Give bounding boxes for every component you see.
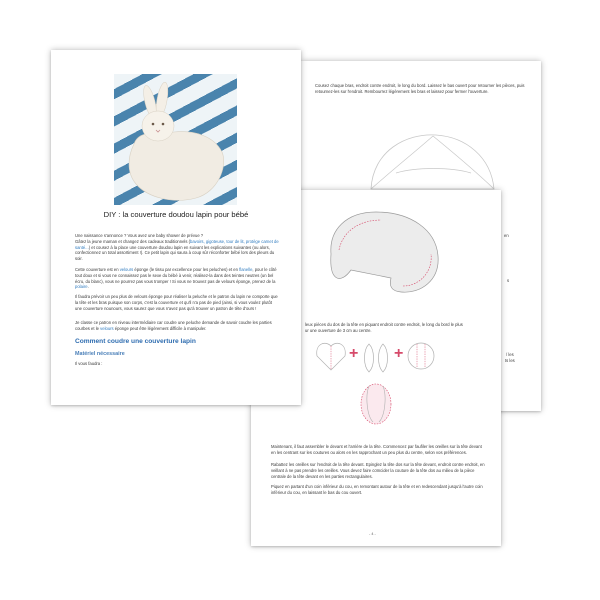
pattern-text: Il faudra prévoir un peu plus de velours éponge pour réaliser la peluche et le patron du lapin ne comporte que la tête et les bras puisque son corps, c'est la couverture et qu'il n'a pas de pied (ainsi, si vous voulez plutôt une couverture nounours, vous saurez que vous n'avez pas qu'à trouver un patron de tête d'ours ! — [75, 294, 278, 311]
plus-sign: + — [349, 345, 359, 362]
back-page-fragment: ts les — [505, 358, 515, 363]
difficulty-text: Je classe ce patron en niveau intermédiaire car coudre une peluche demande de savoir coudre les parties courbes et le — [75, 320, 272, 331]
materials-intro: Il vous faudra : — [75, 361, 103, 366]
arm-pattern-illustration — [301, 121, 541, 201]
materials-heading: Matériel nécessaire — [75, 351, 125, 357]
paragraph-assemble-head: Maintenant, il faut assembler le devant et l'arrière de la tête. Commencez par faufiler les oreilles sur la tête devant en les centrant sur les coutures ou alors en les rapprochant un peu plus du centre, selon vos préférences. — [271, 444, 482, 455]
intro-line: Une naissance s'annonce ? Vous avez une baby shower de prévue ? — [75, 233, 204, 238]
intro-text: ) et cousez à la place une couverture doudou lapin en suivant les explications suivantes (ou alors, confectionnez un total assortiment !). Ce petit lapin qui saura à coup sûr réconforter bébé lors des pleurs du soir. — [75, 244, 275, 262]
pattern-paragraph — [75, 294, 280, 311]
intro-text: Gâtez la jeune maman et changez des cadeaux traditionnels ( — [75, 238, 190, 244]
back-page-fragment: / les — [506, 352, 514, 357]
velours-link[interactable]: velours — [119, 267, 134, 272]
caption-line: ur une ouverture de 3 cm au centre. — [305, 328, 372, 333]
flanelle-link[interactable]: flanelle — [239, 267, 253, 272]
back-page-text: Cousez chaque bras, endroit contre endroit, le long du bord. Laissez le bas ouvert pour retourner les pièces, puis retournez-les sur l'endroit. Rembourrez légèrement les bras et laissez pour fermer l'ouverture. — [315, 83, 525, 94]
intro-paragraph — [75, 233, 280, 262]
fabric-text: . — [87, 284, 89, 290]
gift-ideas-link[interactable]: bavoirs, gigoteuse, tour de lit, protège carnet de santé... — [75, 238, 279, 250]
difficulty-text: éponge peut être légèrement difficile à manipuler. — [113, 325, 207, 331]
back-page-fragment: en — [504, 233, 509, 238]
section-heading: Comment coudre une couverture lapin — [75, 338, 196, 345]
fabric-text: Cette couverture est en — [75, 267, 120, 272]
polaire-link[interactable]: polaire — [75, 284, 88, 290]
difficulty-paragraph — [75, 320, 280, 332]
paragraph-pin-ears: Rabattez les oreilles sur l'endroit de la tête devant. Epinglez la tête dos sur la tête devant, endroit contre endroit, en veillant à ne pas prendre les oreilles. Vous devez faire coïncider la couture de la tête dos au milieu de la pièce centrale de la tête devant en les parties rectangulaires. — [271, 462, 485, 479]
paragraph-stitch: Piquez en partant d'un coin inférieur du cou, en remontant autour de la tête et en redescendant jusqu'à l'autre coin inférieur du cou, en laissant le bas du cou ouvert. — [271, 484, 483, 495]
bunny-blanket-photo — [114, 74, 237, 205]
fabric-paragraph — [75, 267, 280, 290]
plus-sign: + — [394, 345, 404, 362]
caption-line: leux pièces du dos de la tête en piquant endroit contre endroit, le long du bord le plus — [305, 322, 463, 327]
page-number: - 4 - — [369, 532, 376, 536]
front-page — [51, 50, 301, 405]
back-page-fragment: s — [507, 278, 510, 283]
document-title: DIY : la couverture doudou lapin pour bébé — [103, 210, 249, 219]
fabric-text: , pour le côté tout doux et si vous ne connaissez pas le sexe du bébé à venir, réalisez-la dans des teintes neutres (un bel écru, du blanc), vous ne pourrez pas vous tromper ! Si vous ne trouvez pas de velours éponge, prenez de la — [75, 267, 277, 284]
fabric-text: éponge (le tissu par excellence pour les peluches) et en — [133, 267, 240, 272]
velours-link[interactable]: velours — [100, 325, 114, 331]
